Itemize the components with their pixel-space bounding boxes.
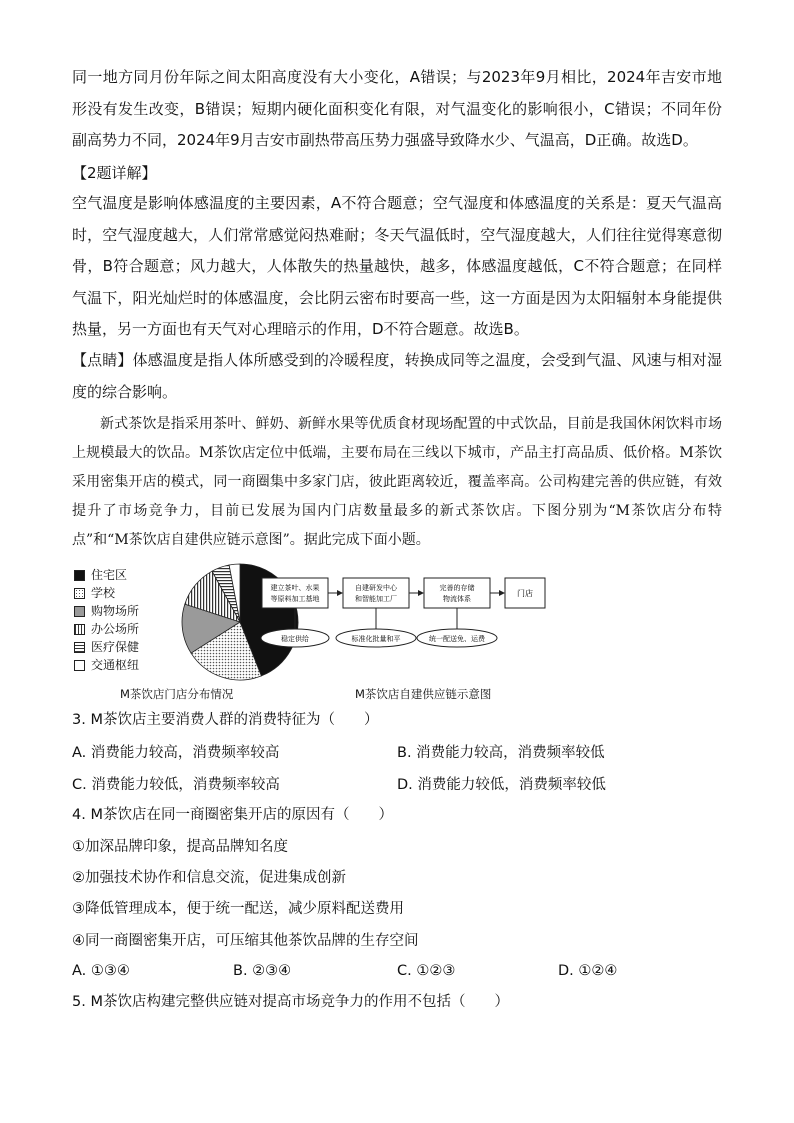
q4-item-1: ①加深品牌印象，提高品牌知名度 xyxy=(72,839,288,855)
q3-option-d[interactable]: D. 消费能力较低，消费频率较低 xyxy=(397,777,606,793)
legend-swatch xyxy=(74,588,85,599)
legend-swatch xyxy=(74,642,85,653)
legend-item xyxy=(74,620,139,638)
flow-node-3-line1: 完善的存储 xyxy=(439,584,475,592)
legend-swatch xyxy=(74,606,85,617)
legend-label: 交通枢纽 xyxy=(91,658,140,672)
flow-node-1-line2: 等原料加工基地 xyxy=(270,595,320,603)
benefit-label-2: 标准化批量和平 xyxy=(351,635,401,643)
flow-node-base xyxy=(262,578,328,608)
q3-option-b[interactable]: B. 消费能力较高，消费频率较低 xyxy=(397,745,605,761)
q3-option-c[interactable]: C. 消费能力较低，消费频率较高 xyxy=(72,777,280,793)
q4-stem: 4. M茶饮店在同一商圈密集开店的原因有（ ） xyxy=(72,807,393,823)
legend-label: 住宅区 xyxy=(91,568,128,582)
comment-note: 【点睛】体感温度是指人体所感受到的冷暖程度，转换成同等之温度，会受到气温、风速与相对湿度的综合影响。 xyxy=(72,351,722,401)
pie-caption: M茶饮店门店分布情况 xyxy=(120,687,234,701)
q4-option-b[interactable]: B. ②③④ xyxy=(233,963,292,979)
legend-item xyxy=(74,566,139,584)
material-passage: 新式茶饮是指采用茶叶、鲜奶、新鲜水果等优质食材现场配置的中式饮品，目前是我国休闲饮料市场上规模最大的饮品。M茶饮店定位中低端，主要布局在三线以下城市，产品主打高品质、低价格。M茶饮采用密集开店的模式，同一商圈集中多家门店，彼此距离较近，覆盖率高。公司构建完善的供应链，有效提升了市场竞争力，目前已发展为国内门店数量最多的新式茶饮店。下图分别为“M茶饮店分布特点”和“M茶饮店自建供应链示意图”。据此完成下面小题。 xyxy=(72,416,722,548)
legend-item xyxy=(74,584,139,602)
flow-node-4: 门店 xyxy=(517,589,533,598)
flow-node-2-line2: 和智能加工厂 xyxy=(355,595,397,603)
flow-node-1-line1: 建立茶叶、水果 xyxy=(270,584,320,592)
flow-node-2-line1: 自建研发中心 xyxy=(355,584,397,592)
q4-item-4: ④同一商圈密集开店，可压缩其他茶饮品牌的生存空间 xyxy=(72,933,419,949)
q4-item-2: ②加强技术协作和信息交流，促进集成创新 xyxy=(72,870,346,886)
legend-label: 学校 xyxy=(91,586,116,600)
q4-option-c[interactable]: C. ①②③ xyxy=(397,963,456,979)
benefit-label-3: 统一配送免、运费 xyxy=(429,635,485,643)
q4-item-3: ③降低管理成本，便于统一配送，减少原料配送费用 xyxy=(72,901,404,917)
q5-stem: 5. M茶饮店构建完整供应链对提高市场竞争力的作用不包括（ ） xyxy=(72,994,509,1010)
q2-heading: 【2题详解】 xyxy=(72,164,157,182)
explanation-q1: 同一地方同月份年际之间太阳高度没有大小变化，A错误；与2023年9月相比，2024年吉安市地形没有发生改变，B错误；短期内硬化面积变化有限，对气温变化的影响很小，C错误；不同年份副高势力不同，2024年9月吉安市副热带高压势力强盛导致降水少、气温高，D正确。故选D。 xyxy=(72,68,722,149)
benefit-label-1: 稳定供给 xyxy=(281,635,309,643)
legend-item xyxy=(74,602,139,620)
legend-item xyxy=(74,656,139,674)
pie-legend xyxy=(74,566,139,674)
legend-swatch xyxy=(74,570,85,581)
legend-label: 办公场所 xyxy=(91,622,140,636)
flow-node-3-line2: 物流体系 xyxy=(443,595,471,603)
q4-option-a[interactable]: A. ①③④ xyxy=(72,963,130,979)
legend-label: 医疗保健 xyxy=(91,640,140,654)
legend-label: 购物场所 xyxy=(91,604,140,618)
flow-caption: M茶饮店自建供应链示意图 xyxy=(355,687,492,701)
q3-option-a[interactable]: A. 消费能力较高，消费频率较高 xyxy=(72,745,280,761)
q3-stem: 3. M茶饮店主要消费人群的消费特征为（ ） xyxy=(72,712,379,728)
q4-option-d[interactable]: D. ①②④ xyxy=(558,963,618,979)
flow-node-factory xyxy=(343,578,409,608)
supply-chain-diagram xyxy=(260,570,550,655)
figure xyxy=(70,562,750,707)
flow-node-logistics xyxy=(424,578,490,608)
legend-swatch xyxy=(74,624,85,635)
legend-item xyxy=(74,638,139,656)
explanation-q2: 空气温度是影响体感温度的主要因素，A不符合题意；空气湿度和体感温度的关系是：夏天气温高时，空气湿度越大，人们常常感觉闷热难耐；冬天气温低时，空气湿度越大，人们往往觉得寒意彻骨，B符合题意；风力越大，人体散失的热量越快，越多，体感温度越低，C不符合题意；在同样气温下，阳光灿烂时的体感温度，会比阴云密布时要高一些，这一方面是因为太阳辐射本身能提供热量，另一方面也有天气对心理暗示的作用，D不符合题意。故选B。 xyxy=(72,194,722,338)
legend-swatch xyxy=(74,660,85,671)
